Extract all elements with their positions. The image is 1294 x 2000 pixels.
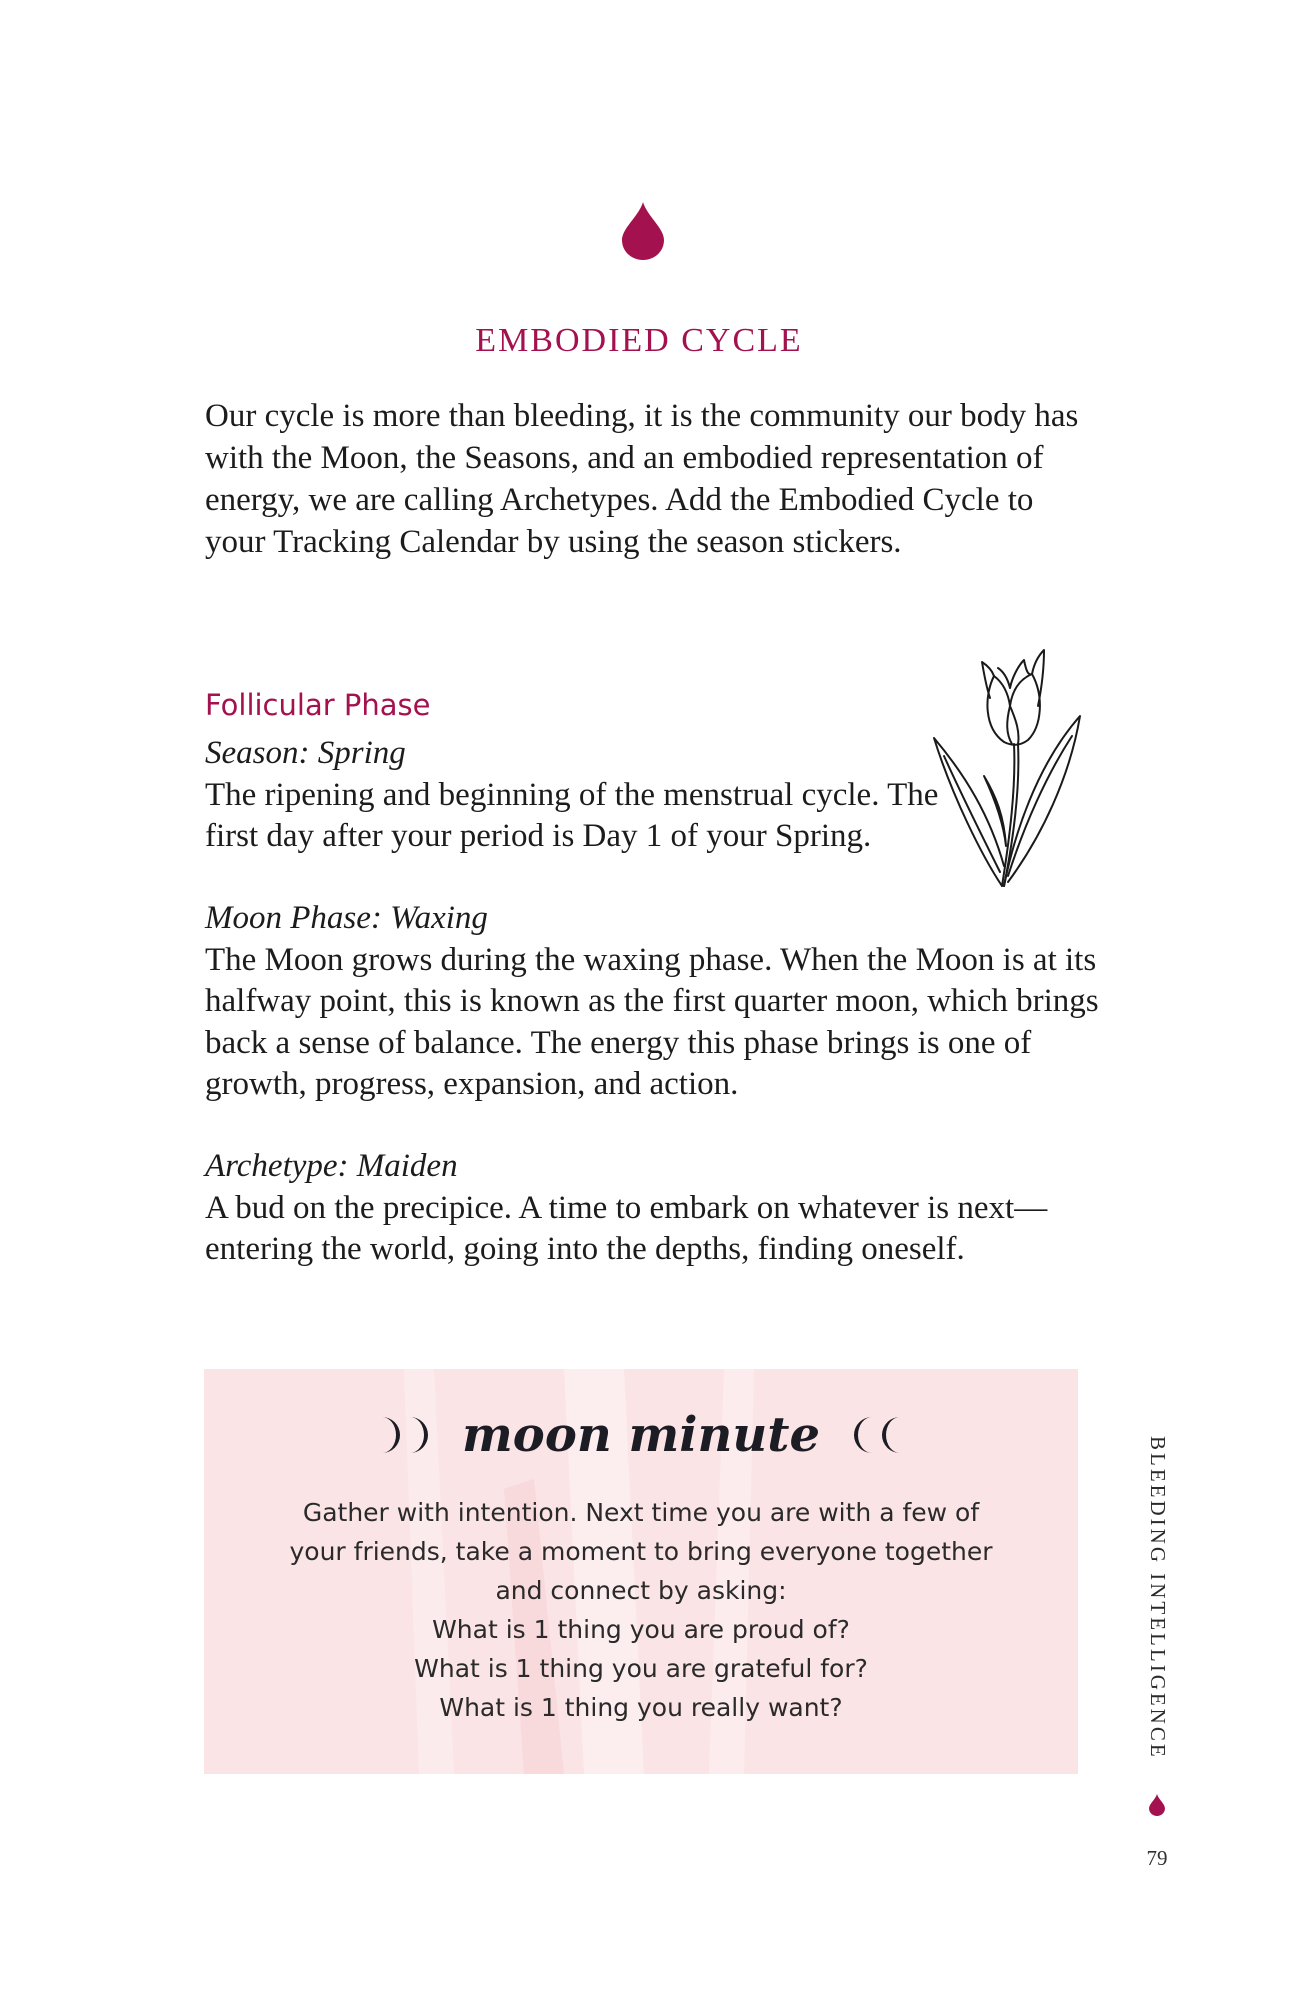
crescent-moon-icon	[838, 1413, 908, 1457]
season-label: Season: Spring	[205, 735, 406, 771]
crescent-moon-icon	[374, 1413, 444, 1457]
moon-minute-box	[204, 1369, 1078, 1774]
moon-minute-line: and connect by asking:	[495, 1576, 787, 1605]
moon-minute-line: What is 1 thing you are grateful for?	[414, 1654, 868, 1683]
tulip-illustration	[932, 646, 1082, 890]
blood-drop-icon	[1149, 1794, 1165, 1816]
moon-phase-section	[205, 898, 1105, 1106]
moon-minute-line: your friends, take a moment to bring everyone together	[289, 1537, 993, 1566]
moon-phase-text: The Moon grows during the waxing phase. When the Moon is at its halfway point, this is known as the first quarter moon, which brings back a sense of balance. The energy this phase brings is one of growth, progress, expansion, and action.	[205, 941, 1099, 1102]
moon-minute-line: What is 1 thing you really want?	[439, 1693, 843, 1722]
sidebar-label: BLEEDING INTELLIGENCE	[1146, 1436, 1170, 1760]
season-section	[205, 733, 945, 858]
moon-phase-label: Moon Phase: Waxing	[205, 900, 488, 936]
season-text: The ripening and beginning of the menstrual cycle. The first day after your period is Day 1 of your Spring.	[205, 776, 939, 854]
moon-minute-header	[204, 1407, 1078, 1463]
phase-heading: Follicular Phase	[205, 688, 431, 722]
archetype-text: A bud on the precipice. A time to embark on whatever is next—entering the world, going into the depths, finding oneself.	[205, 1189, 1048, 1267]
archetype-label: Archetype: Maiden	[205, 1148, 458, 1184]
intro-paragraph: Our cycle is more than bleeding, it is the community our body has with the Moon, the Seasons, and an embodied representation of energy, we are calling Archetypes. Add the Embodied Cycle to your Tracking Calendar by using the season stickers.	[205, 398, 1079, 560]
moon-minute-body	[204, 1493, 1078, 1727]
blood-drop-icon	[622, 202, 664, 260]
moon-minute-line: Gather with intention. Next time you are with a few of	[302, 1498, 980, 1527]
section-sidebar	[1138, 1436, 1178, 1766]
moon-minute-line: What is 1 thing you are proud of?	[432, 1615, 850, 1644]
page-title: EMBODIED CYCLE	[475, 322, 803, 359]
page-number: 79	[1146, 1846, 1168, 1870]
archetype-section	[205, 1146, 1105, 1271]
moon-minute-title: moon minute	[462, 1407, 820, 1463]
